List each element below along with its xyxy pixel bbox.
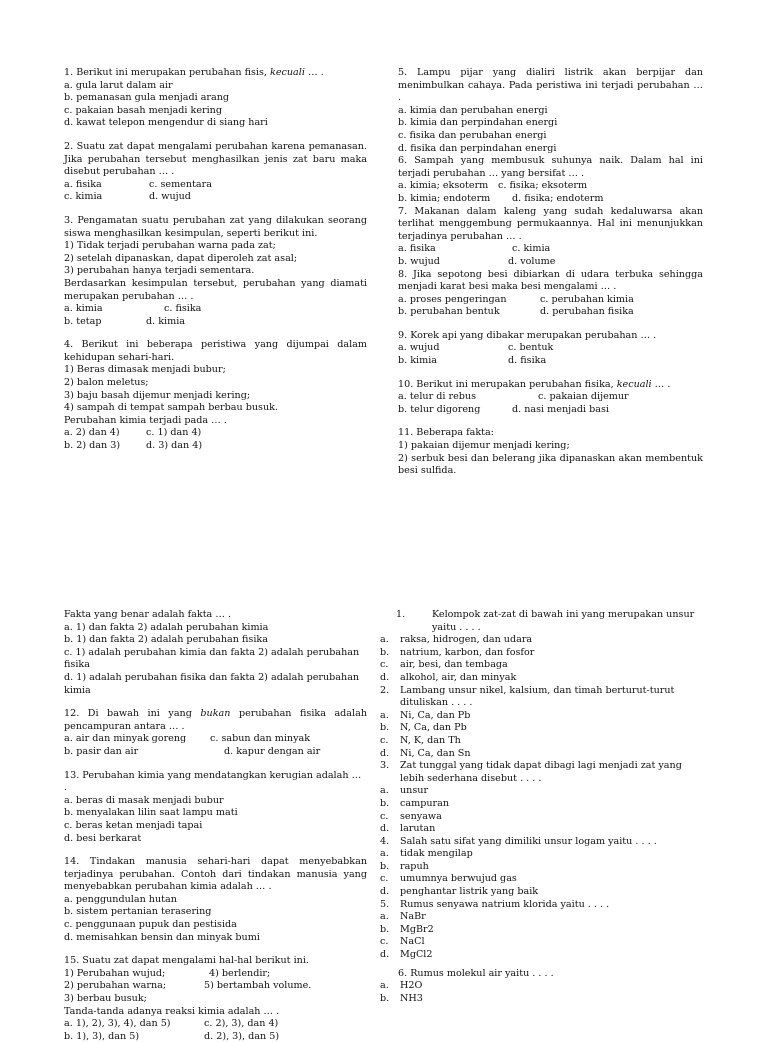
option-row bbox=[64, 1018, 367, 1031]
option: a. beras di masak menjadi bubur bbox=[64, 794, 224, 806]
question-stem: 10. Berikut ini merupakan perubahan fisika, kecuali … . bbox=[398, 378, 671, 390]
option-row bbox=[398, 306, 703, 319]
list-marker: 2. bbox=[380, 684, 390, 696]
question-stem: 9. Korek api yang dibakar merupakan perubahan … . bbox=[398, 329, 657, 341]
question-stem bbox=[380, 685, 706, 710]
option: b. sistem pertanian terasering bbox=[64, 906, 212, 918]
option: b. pasir dan air bbox=[64, 745, 139, 757]
option: d. besi berkarat bbox=[64, 832, 142, 844]
list-marker bbox=[380, 968, 398, 981]
option: c. perubahan kimia bbox=[540, 293, 634, 305]
option: b. 1), 3), dan 5) bbox=[64, 1030, 140, 1042]
option-row bbox=[64, 303, 367, 316]
question-6 bbox=[398, 155, 703, 205]
list-text: NaBr bbox=[400, 911, 426, 923]
question-14 bbox=[64, 856, 367, 944]
list-marker: a. bbox=[380, 634, 389, 646]
list-text: raksa, hidrogen, dan udara bbox=[400, 634, 533, 646]
list-item: 2) serbuk besi dan belerang jika dipanaskan akan membentuk besi sulfida. bbox=[398, 452, 703, 477]
option: b. 2) dan 3) bbox=[64, 440, 121, 452]
list-row bbox=[64, 980, 367, 993]
numbered-question-list bbox=[380, 609, 706, 962]
option: d. perubahan fisika bbox=[540, 306, 634, 318]
list-marker: a. bbox=[380, 709, 389, 721]
option: b. wujud bbox=[398, 255, 440, 267]
list-marker: d. bbox=[380, 671, 390, 683]
list-marker: a. bbox=[380, 980, 389, 992]
option-row bbox=[64, 746, 367, 759]
option: c. beras ketan menjadi tapai bbox=[64, 819, 203, 831]
list-marker: c. bbox=[380, 734, 389, 746]
option bbox=[380, 968, 706, 981]
question-stem: 13. Perubahan kimia yang mendatangkan kerugian adalah … . bbox=[64, 769, 362, 794]
option-row bbox=[64, 733, 367, 746]
question-6-block bbox=[380, 968, 706, 1006]
list-text: Ni, Ca, dan Pb bbox=[400, 709, 471, 721]
option: c. fisika dan perubahan energi bbox=[398, 129, 547, 141]
list-marker: c. bbox=[380, 810, 389, 822]
option bbox=[380, 936, 706, 949]
option: d. 3) dan 4) bbox=[146, 440, 203, 452]
list-marker: b. bbox=[380, 722, 390, 734]
option: b. telur digoreng bbox=[398, 403, 481, 415]
option bbox=[380, 659, 706, 672]
option-row bbox=[64, 179, 367, 192]
option: c. bentuk bbox=[508, 342, 554, 354]
list-marker: 4. bbox=[380, 835, 390, 847]
question-12 bbox=[64, 708, 367, 758]
question-stem bbox=[380, 836, 706, 849]
list-item: 1) pakaian dijemur menjadi kering; bbox=[398, 440, 570, 452]
list-marker: b. bbox=[380, 860, 390, 872]
option bbox=[380, 823, 706, 836]
option: b. kimia bbox=[398, 355, 438, 367]
option: a. kimia; eksoterm bbox=[398, 180, 489, 192]
option: d. fisika; endoterm bbox=[512, 192, 604, 204]
list-item: 3) berbau busuk; bbox=[64, 993, 147, 1005]
list-marker: c. bbox=[380, 873, 389, 885]
list-text: N, K, dan Th bbox=[400, 734, 461, 746]
list-text: Ni, Ca, dan Sn bbox=[400, 747, 471, 759]
list-marker: d. bbox=[380, 747, 390, 759]
option-row bbox=[398, 294, 703, 307]
list-text: MgBr2 bbox=[400, 923, 434, 935]
option-row bbox=[398, 256, 703, 269]
list-text: Zat tunggal yang tidak dapat dibagi lagi menjadi zat yang lebih sederhana disebut . . . . bbox=[400, 760, 682, 784]
option: b. 1) dan fakta 2) adalah perubahan fisika bbox=[64, 634, 268, 646]
list-text: H2O bbox=[400, 980, 423, 992]
option: c. kimia bbox=[512, 243, 551, 255]
option bbox=[380, 993, 706, 1006]
option-row bbox=[398, 243, 703, 256]
option bbox=[380, 785, 706, 798]
list-text: Lambang unsur nikel, kalsium, dan timah berturut-turut dituliskan . . . . bbox=[400, 684, 675, 709]
option bbox=[380, 735, 706, 748]
option: a. penggundulan hutan bbox=[64, 893, 177, 905]
question-2 bbox=[64, 141, 367, 204]
question-8 bbox=[398, 269, 703, 319]
option: c. sabun dan minyak bbox=[210, 733, 311, 745]
option bbox=[380, 634, 706, 647]
option: d. nasi menjadi basi bbox=[512, 403, 609, 415]
question-stem bbox=[380, 760, 706, 785]
left-bottom-column bbox=[64, 609, 367, 1043]
option: d. fisika bbox=[508, 355, 547, 367]
list-text: Kelompok zat-zat di bawah ini yang merupakan unsur yaitu . . . . bbox=[432, 609, 695, 633]
question-7 bbox=[398, 206, 703, 269]
option bbox=[380, 647, 706, 660]
option-row bbox=[64, 316, 367, 329]
list-item: 4) sampah di tempat sampah berbau busuk. bbox=[64, 402, 278, 414]
list-text: tidak mengilap bbox=[400, 848, 473, 860]
option: a. 1) dan fakta 2) adalah perubahan kimia bbox=[64, 621, 269, 633]
list-text: Salah satu sifat yang dimiliki unsur logam yaitu . . . . bbox=[400, 835, 657, 847]
option: c. pakaian dijemur bbox=[538, 391, 629, 403]
list-item: 5) bertambah volume. bbox=[204, 980, 312, 992]
option: d. memisahkan bensin dan minyak bumi bbox=[64, 931, 260, 943]
option: d. kawat telepon mengendur di siang hari bbox=[64, 117, 268, 129]
option: d. kimia bbox=[146, 315, 186, 327]
list-text: campuran bbox=[400, 797, 449, 809]
option bbox=[380, 886, 706, 899]
option bbox=[380, 722, 706, 735]
question-15 bbox=[64, 955, 367, 1043]
question-stem: 4. Berikut ini beberapa peristiwa yang dijumpai dalam kehidupan sehari-hari. bbox=[64, 339, 367, 363]
list-text: N, Ca, dan Pb bbox=[400, 722, 467, 734]
option: a. gula larut dalam air bbox=[64, 79, 173, 91]
option bbox=[380, 911, 706, 924]
option-row bbox=[64, 1031, 367, 1043]
option: d. fisika dan perpindahan energi bbox=[398, 142, 557, 154]
option-row bbox=[64, 427, 367, 440]
option: b. kimia; endoterm bbox=[398, 192, 491, 204]
list-text: penghantar listrik yang baik bbox=[400, 886, 539, 898]
option: d. wujud bbox=[149, 191, 191, 203]
option-row bbox=[398, 193, 703, 206]
option bbox=[380, 848, 706, 861]
list-marker: a. bbox=[380, 911, 389, 923]
option: a. wujud bbox=[398, 342, 440, 354]
list-marker: c. bbox=[380, 936, 389, 948]
list-item: 2) setelah dipanaskan, dapat diperoleh zat asal; bbox=[64, 252, 298, 264]
option: b. perubahan bentuk bbox=[398, 306, 500, 318]
list-marker: 5. bbox=[380, 898, 390, 910]
question-13 bbox=[64, 770, 367, 846]
question-10 bbox=[398, 379, 703, 417]
list-marker: 1. bbox=[396, 609, 406, 620]
question-5 bbox=[398, 67, 703, 155]
option-row bbox=[398, 355, 703, 368]
list-row bbox=[64, 968, 367, 981]
option-row bbox=[398, 342, 703, 355]
option-row bbox=[64, 191, 367, 204]
list-marker: d. bbox=[380, 886, 390, 898]
list-marker: b. bbox=[380, 646, 390, 658]
question-tail: Perubahan kimia terjadi pada … . bbox=[64, 414, 227, 426]
option: a. 1), 2), 3), 4), dan 5) bbox=[64, 1018, 171, 1030]
option bbox=[380, 748, 706, 761]
list-marker: a. bbox=[380, 785, 389, 797]
option: d. 1) adalah perubahan fisika dan fakta 2) adalah perubahan kimia bbox=[64, 671, 360, 696]
list-text: Rumus senyawa natrium klorida yaitu . . . . bbox=[400, 898, 610, 910]
list-marker: c. bbox=[380, 659, 389, 671]
list-item: 2) balon meletus; bbox=[64, 377, 149, 389]
question-stem: 5. Lampu pijar yang dialiri listrik akan berpijar dan menimbulkan cahaya. Pada peristiwa ini terjadi perubahan … . bbox=[398, 67, 703, 104]
question-stem bbox=[380, 899, 706, 912]
question-stem: 14. Tindakan manusia sehari-hari dapat menyebabkan terjadinya perubahan. Contoh dari tindakan manusia yang menyebabkan perubahan kimia adalah … . bbox=[64, 856, 367, 893]
option: b. menyalakan lilin saat lampu mati bbox=[64, 807, 238, 819]
list-text: larutan bbox=[400, 823, 436, 835]
option: c. fisika; eksoterm bbox=[498, 180, 588, 192]
question-stem: 11. Beberapa fakta: bbox=[398, 427, 494, 439]
list-item: 1) Perubahan wujud; bbox=[64, 967, 166, 979]
option bbox=[380, 861, 706, 874]
list-text: natrium, karbon, dan fosfor bbox=[400, 646, 535, 658]
list-text: NaCl bbox=[400, 936, 425, 948]
question-9 bbox=[398, 330, 703, 368]
question-1 bbox=[64, 67, 367, 130]
option bbox=[380, 873, 706, 886]
question-stem: 15. Suatu zat dapat mengalami hal-hal berikut ini. bbox=[64, 955, 309, 967]
list-item: 1) Tidak terjadi perubahan warna pada zat; bbox=[64, 240, 276, 252]
option: c. 2), 3), dan 4) bbox=[204, 1018, 279, 1030]
option: a. 2) dan 4) bbox=[64, 427, 120, 439]
question-4 bbox=[64, 339, 367, 452]
list-marker: d. bbox=[380, 949, 390, 961]
option: c. 1) dan 4) bbox=[146, 427, 202, 439]
option bbox=[380, 710, 706, 723]
list-marker: d. bbox=[380, 823, 390, 835]
option bbox=[380, 980, 706, 993]
list-text: rapuh bbox=[400, 860, 429, 872]
question-tail: Tanda-tanda adanya reaksi kimia adalah … . bbox=[64, 1005, 280, 1017]
question-stem: 7. Makanan dalam kaleng yang sudah kedaluwarsa akan terlihat menggembung permukaannya. Hal ini menunjukkan terjadinya perubahan … . bbox=[398, 205, 703, 242]
list-text: senyawa bbox=[400, 810, 442, 822]
list-item: 3) perubahan hanya terjadi sementara. bbox=[64, 265, 255, 277]
list-text: umumnya berwujud gas bbox=[400, 873, 517, 885]
question-stem: 2. Suatu zat dapat mengalami perubahan karena pemanasan. Jika perubahan tersebut menghasilkan jenis zat baru maka disebut perubahan … . bbox=[64, 140, 367, 178]
option: d. 2), 3), dan 5) bbox=[204, 1030, 280, 1042]
option: d. volume bbox=[508, 255, 556, 267]
option: c. kimia bbox=[64, 191, 103, 203]
option: c. 1) adalah perubahan kimia dan fakta 2) adalah perubahan fisika bbox=[64, 646, 360, 671]
question-stem: 1. Berikut ini merupakan perubahan fisis, kecuali … . bbox=[64, 67, 324, 78]
option bbox=[380, 924, 706, 937]
list-text: NH3 bbox=[400, 992, 423, 1004]
option: a. kimia bbox=[64, 303, 103, 315]
question-11 bbox=[398, 427, 703, 477]
question-stem: 12. Di bawah ini yang bukan perubahan fisika adalah pencampuran antara … . bbox=[64, 708, 367, 732]
option: a. kimia dan perubahan energi bbox=[398, 104, 548, 116]
option: d. kapur dengan air bbox=[224, 745, 321, 757]
question-stem: 6. Sampah yang membusuk suhunya naik. Dalam hal ini terjadi perubahan … yang bersifat … . bbox=[398, 155, 703, 179]
option bbox=[380, 672, 706, 685]
list-marker: 3. bbox=[380, 760, 390, 772]
list-text: MgCl2 bbox=[400, 949, 433, 961]
list-text: air, besi, dan tembaga bbox=[400, 659, 508, 671]
option: a. proses pengeringan bbox=[398, 293, 507, 305]
list-item: 4) berlendir; bbox=[209, 967, 271, 979]
option-row bbox=[398, 391, 703, 404]
list-item: 3) baju basah dijemur menjadi kering; bbox=[64, 389, 251, 401]
option: c. sementara bbox=[149, 178, 212, 190]
list-marker: b. bbox=[380, 992, 390, 1004]
right-bottom-column bbox=[380, 609, 706, 1005]
list-marker: a. bbox=[380, 848, 389, 860]
option: a. fisika bbox=[64, 178, 102, 190]
option: a. telur di rebus bbox=[398, 391, 477, 403]
question-11-continued bbox=[64, 609, 367, 697]
option bbox=[380, 811, 706, 824]
option: b. tetap bbox=[64, 315, 102, 327]
question-3 bbox=[64, 215, 367, 328]
left-top-column bbox=[64, 67, 367, 453]
option: c. penggunaan pupuk dan pestisida bbox=[64, 919, 237, 931]
question-tail: Berdasarkan kesimpulan tersebut, perubahan yang diamati merupakan perubahan … . bbox=[64, 277, 367, 302]
option-row bbox=[398, 404, 703, 417]
list-marker: b. bbox=[380, 923, 390, 935]
right-top-column bbox=[398, 67, 703, 478]
option: c. pakaian basah menjadi kering bbox=[64, 104, 222, 116]
list-text: unsur bbox=[400, 785, 429, 797]
list-marker: b. bbox=[380, 797, 390, 809]
list-item: 2) perubahan warna; bbox=[64, 980, 167, 992]
option-row bbox=[398, 180, 703, 193]
option: b. pemanasan gula menjadi arang bbox=[64, 92, 230, 104]
question-stem bbox=[380, 609, 706, 634]
option: b. kimia dan perpindahan energi bbox=[398, 117, 558, 129]
question-stem: 3. Pengamatan suatu perubahan zat yang dilakukan seorang siswa menghasilkan kesimpulan, seperti berikut ini. bbox=[64, 214, 367, 239]
list-text: alkohol, air, dan minyak bbox=[400, 671, 517, 683]
question-stem: 8. Jika sepotong besi dibiarkan di udara terbuka sehingga menjadi karat besi maka besi mengalami … . bbox=[398, 268, 703, 293]
option: a. air dan minyak goreng bbox=[64, 733, 187, 745]
option: a. fisika bbox=[398, 243, 436, 255]
option-row bbox=[64, 440, 367, 453]
option bbox=[380, 798, 706, 811]
question-stem: Fakta yang benar adalah fakta … . bbox=[64, 609, 232, 620]
option bbox=[380, 949, 706, 962]
option: c. fisika bbox=[164, 303, 202, 315]
list-text: 6. Rumus molekul air yaitu . . . . bbox=[398, 967, 554, 979]
list-item: 1) Beras dimasak menjadi bubur; bbox=[64, 364, 226, 376]
